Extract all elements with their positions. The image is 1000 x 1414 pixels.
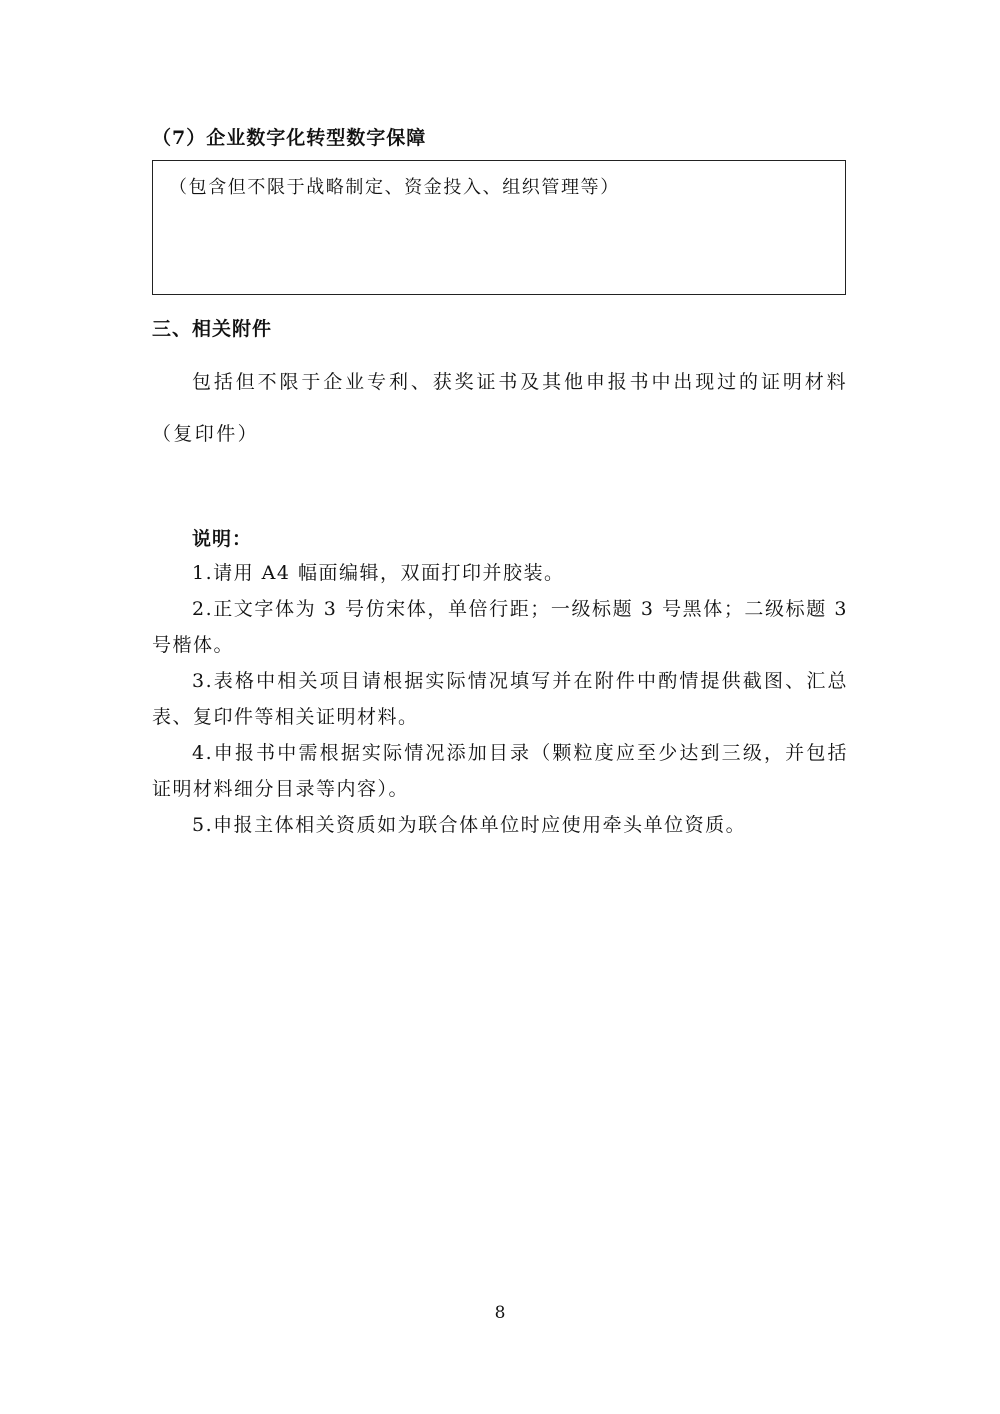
note-item-4: 4.申报书中需根据实际情况添加目录（颗粒度应至少达到三级，并包括证明材料细分目录等内容）。 xyxy=(152,742,848,800)
safeguards-input-box[interactable] xyxy=(152,160,846,295)
safeguards-box-hint: （包含但不限于战略制定、资金投入、组织管理等） xyxy=(169,177,620,198)
notes-list xyxy=(152,555,848,843)
notes-title: 说明： xyxy=(192,528,253,550)
section-heading-attachments: 三、相关附件 xyxy=(152,318,273,340)
note-item-1: 1.请用 A4 幅面编辑，双面打印并胶装。 xyxy=(192,562,565,584)
attachments-description: 包括但不限于企业专利、获奖证书及其他申报书中出现过的证明材料（复印件） xyxy=(152,371,848,445)
section-heading-digital-safeguards: （7）企业数字化转型数字保障 xyxy=(152,127,427,149)
note-item-5: 5.申报主体相关资质如为联合体单位时应使用牵头单位资质。 xyxy=(192,814,747,836)
note-item-3: 3.表格中相关项目请根据实际情况填写并在附件中酌情提供截图、汇总表、复印件等相关证明材料。 xyxy=(152,670,848,728)
note-item-2: 2.正文字体为 3 号仿宋体，单倍行距；一级标题 3 号黑体；二级标题 3 号楷体。 xyxy=(152,598,848,656)
page-number: 8 xyxy=(494,1303,506,1323)
